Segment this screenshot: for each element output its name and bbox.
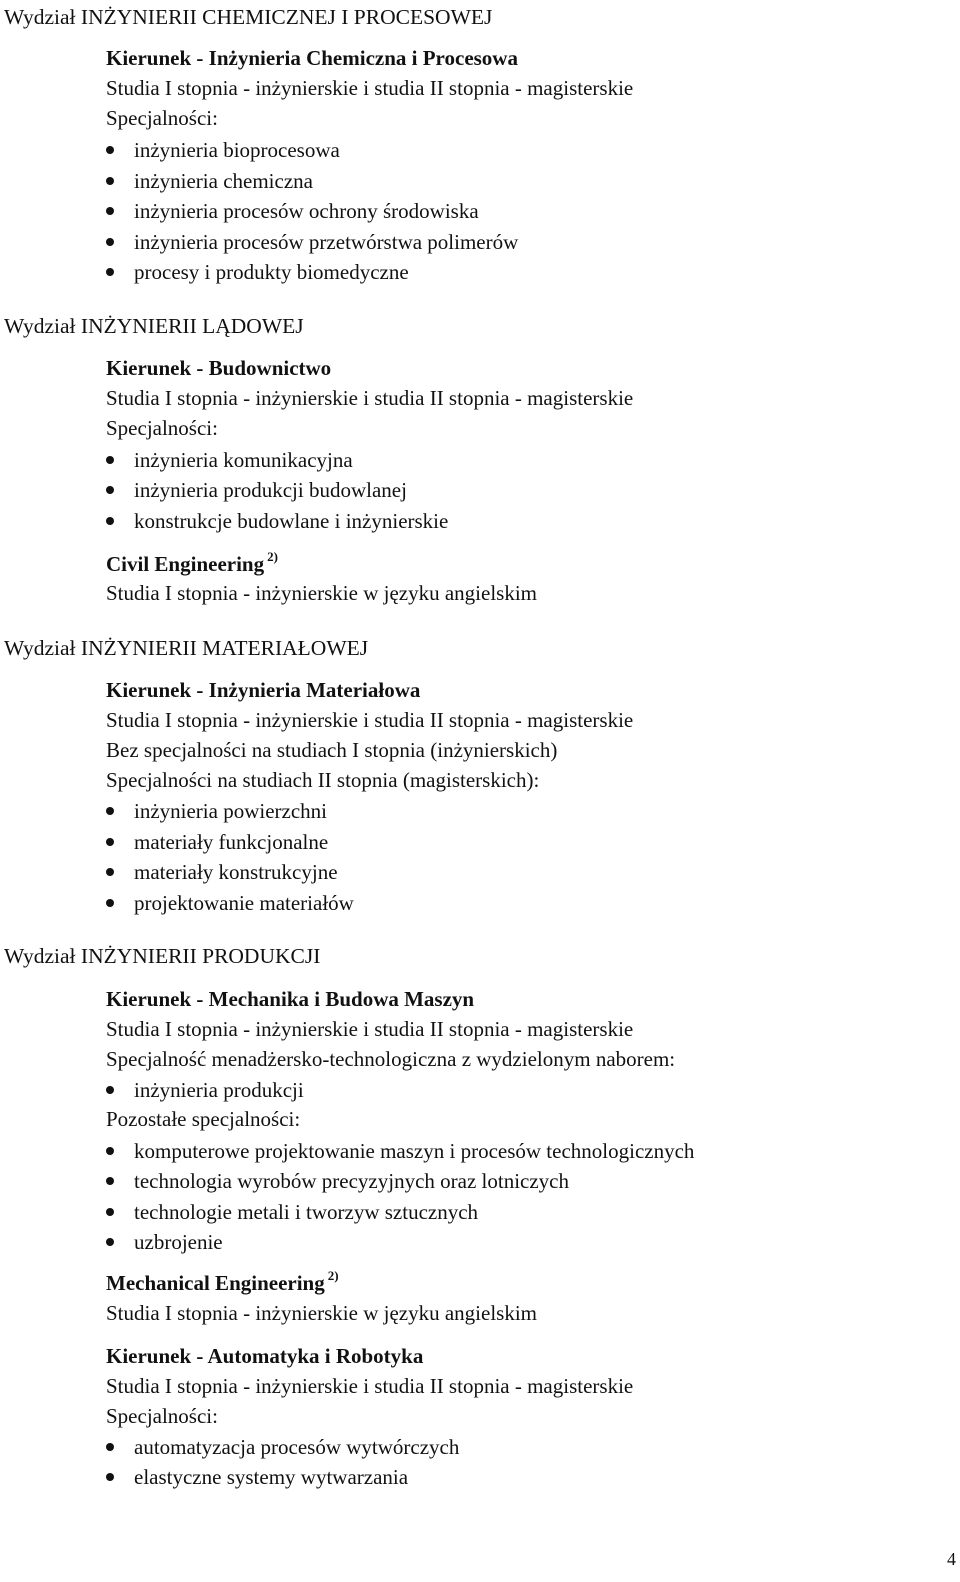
specialties-label: Specjalności: (106, 1404, 218, 1428)
footnote-marker: 2) (267, 549, 278, 564)
bullet-icon (106, 238, 114, 246)
studia-line: Studia I stopnia - inżynierskie i studia II stopnia - magisterskie (106, 1017, 634, 1041)
bullet-icon (106, 207, 114, 215)
studia-line: Studia I stopnia - inżynierskie i studia II stopnia - magisterskie (106, 76, 634, 100)
studia-line: Studia I stopnia - inżynierskie w języku angielskim (106, 1301, 537, 1325)
other-specialties-label: Pozostałe specjalności: (106, 1107, 301, 1131)
program-heading-mechanical-engineering: Mechanical Engineering $^{2)}$ (106, 1268, 339, 1295)
bullet-icon (106, 1443, 114, 1451)
specialties-label: Specjalności: (106, 106, 218, 130)
footnote-marker: 2) (327, 1268, 339, 1283)
bullet-icon (106, 486, 114, 494)
bullet-icon (106, 456, 114, 464)
faculty-heading-civil: Wydział INŻYNIERII LĄDOWEJ (4, 314, 304, 338)
program-heading-civil-engineering: Civil Engineering $^{2)}$ (106, 549, 278, 576)
bullet-icon (106, 807, 114, 815)
studia-line: Studia I stopnia - inżynierskie i studia II stopnia - magisterskie (106, 708, 634, 732)
bullet-icon (106, 838, 114, 846)
bullet-icon (106, 177, 114, 185)
kierunek-heading: Kierunek - Budownictwo (106, 356, 332, 380)
managerial-specialty-label: Specjalność menadżersko-technologiczna z wydzielonym naborem: (106, 1047, 676, 1071)
specialties-label: Specjalności: (106, 416, 218, 440)
bullet-icon (106, 146, 114, 154)
bullet-icon (106, 868, 114, 876)
kierunek-heading: Kierunek - Inżynieria Materiałowa (106, 678, 421, 702)
bullet-icon (106, 268, 114, 276)
bullet-icon (106, 1086, 114, 1094)
kierunek-heading: Kierunek - Mechanika i Budowa Maszyn (106, 987, 475, 1011)
page-number: 4 (947, 1549, 956, 1569)
bullet-icon (106, 1238, 114, 1246)
kierunek-heading: Kierunek - Automatyka i Robotyka (106, 1344, 424, 1368)
kierunek-heading: Kierunek - Inżynieria Chemiczna i Procesowa (106, 46, 518, 70)
bullet-icon (106, 517, 114, 525)
bullet-icon (106, 1147, 114, 1155)
studia-line: Studia I stopnia - inżynierskie w języku angielskim (106, 581, 537, 605)
bullet-icon (106, 1473, 114, 1481)
document-page: Wydział INŻYNIERII CHEMICZNEJ I PROCESOWEJ Kierunek - Inżynieria Chemiczna i Procesowa Studia I stopnia - inżynierskie i studia II stopnia - magisterskie Specjalności: inżynieria bioprocesowa inżynieria chemiczna inżynieria procesów ochrony środowiska inżynieria procesów przetwórstwa polimerów procesy i produkty biomedyczne Wydział INŻYNIERII LĄDOWEJ Kierunek - Budownictwo Studia I stopnia - inżynierskie i studia II stopnia - magisterskie Specjalności: inżynieria komunikacyjna inżynieria produkcji budowlanej konstrukcje budowlane i inżynierskie Civil Engineering $^{2)}$ Studia I stopnia - inżynierskie w języku angielskim Wydział INŻYNIERII MATERIAŁOWEJ Kierunek - Inżynieria Materiałowa Studia I stopnia - inżynierskie i studia II stopnia - magisterskie Bez specjalności na studiach I stopnia (inżynierskich) Specjalności na studiach II stopnia (magisterskich): inżynieria powierzchni materiały funkcjonalne materiały konstrukcyjne projektowanie materiałów Wydział INŻYNIERII PRODUKCJI Kierunek - Mechanika i Budowa Maszyn Studia I stopnia - inżynierskie i studia II stopnia - magisterskie Specjalność menadżersko-technologiczna z wydzielonym naborem: inżynieria produkcji Pozostałe specjalności: komputerowe projektowanie maszyn i procesów technologicznych technologia wyrobów precyzyjnych oraz lotniczych technologie metali i tworzyw sztucznych uzbrojenie Mechanical Engineering $^{2)}$ Studia I stopnia - inżynierskie w języku angielskim Kierunek - Automatyka i Robotyka Studia I stopnia - inżynierskie i studia II stopnia - magisterskie Specjalności: automatyzacja procesów wytwórczych elastyczne systemy wytwarzania 4 (4, 5, 956, 1569)
specialties-label: Specjalności na studiach II stopnia (magisterskich): (106, 768, 540, 792)
bullet-icon (106, 1208, 114, 1216)
studia-line: Studia I stopnia - inżynierskie i studia II stopnia - magisterskie (106, 386, 634, 410)
bullet-icon (106, 899, 114, 907)
bullet-icon (106, 1177, 114, 1185)
faculty-heading-chemical: Wydział INŻYNIERII CHEMICZNEJ I PROCESOWEJ (4, 5, 493, 29)
faculty-heading-materials: Wydział INŻYNIERII MATERIAŁOWEJ (4, 636, 369, 660)
faculty-heading-production: Wydział INŻYNIERII PRODUKCJI (4, 944, 321, 968)
studia-line: Studia I stopnia - inżynierskie i studia II stopnia - magisterskie (106, 1374, 634, 1398)
no-specialties-note: Bez specjalności na studiach I stopnia (inżynierskich) (106, 738, 558, 762)
